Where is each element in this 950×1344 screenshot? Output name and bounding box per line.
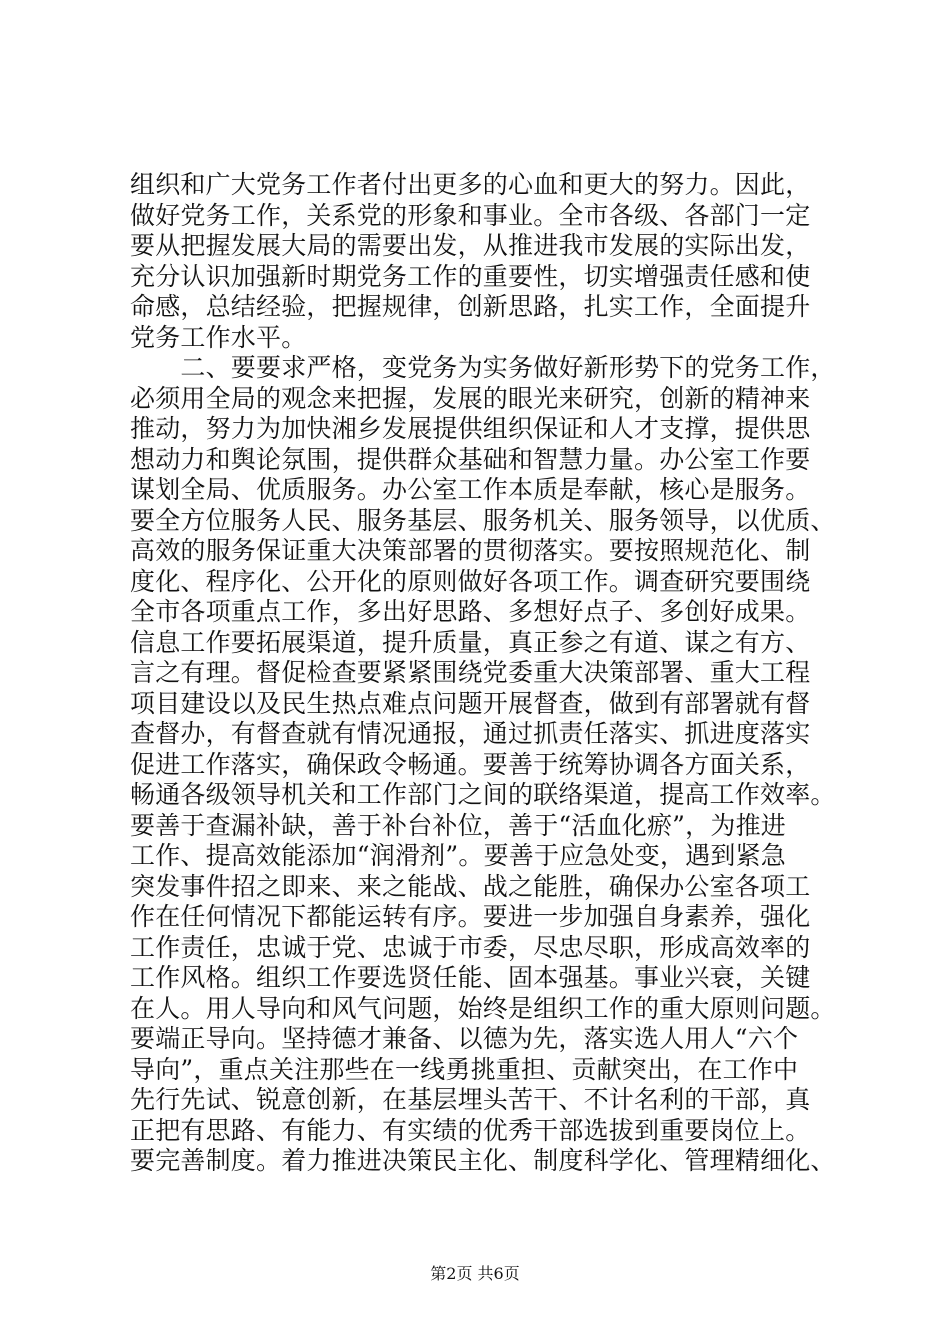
text-line: 畅通各级领导机关和工作部门之间的联络渠道，提高工作效率。 [130, 780, 836, 809]
text-line: 度化、程序化、公开化的原则做好各项工作。调查研究要围绕 [130, 566, 811, 596]
body-text [130, 170, 850, 1177]
text-line: 导向”，重点关注那些在一线勇挑重担、贡献突出，在工作中 [130, 1054, 799, 1084]
text-line: 要完善制度。着力推进决策民主化、制度科学化、管理精细化、 [130, 1146, 836, 1175]
text-line: 项目建设以及民生热点难点问题开展督查，做到有部署就有督 [130, 688, 811, 718]
text-line: 二、要要求严格，变党务为实务做好新形势下的党务工作， [130, 353, 836, 382]
text-line: 做好党务工作，关系党的形象和事业。全市各级、各部门一定 [130, 200, 811, 230]
page-number-label: 第2页 共6页 [430, 1264, 520, 1283]
text-line: 要全方位服务人民、服务基层、服务机关、服务领导，以优质、 [130, 505, 836, 535]
text-line: 在人。用人导向和风气问题，始终是组织工作的重大原则问题。 [130, 993, 836, 1023]
text-line: 查督办，有督查就有情况通报，通过抓责任落实、抓进度落实 [130, 719, 811, 748]
text-line: 工作、提高效能添加“润滑剂”。要善于应急处变，遇到紧急 [130, 841, 786, 870]
text-line: 要善于查漏补缺，善于补台补位，善于“活血化瘀”，为推进 [130, 810, 786, 840]
text-line: 必须用全局的观念来把握，发展的眼光来研究，创新的精神来 [130, 383, 811, 413]
text-line: 高效的服务保证重大决策部署的贯彻落实。要按照规范化、制 [130, 536, 811, 565]
text-line: 突发事件招之即来、来之能战、战之能胜，确保办公室各项工 [130, 871, 811, 901]
text-line: 要端正导向。坚持德才兼备、以德为先，落实选人用人“六个 [130, 1024, 799, 1053]
text-line: 工作风格。组织工作要选贤任能、固本强基。事业兴衰，关键 [130, 963, 811, 992]
text-line: 命感，总结经验，把握规律，创新思路，扎实工作，全面提升 [130, 292, 811, 321]
text-line: 促进工作落实，确保政令畅通。要善于统筹协调各方面关系， [130, 749, 811, 779]
text-line: 作在任何情况下都能运转有序。要进一步加强自身素养，强化 [130, 902, 811, 931]
text-line: 信息工作要拓展渠道，提升质量，真正参之有道、谋之有方、 [130, 627, 811, 657]
text-line: 先行先试、锐意创新，在基层埋头苦干、不计名利的干部，真 [130, 1085, 811, 1114]
text-line: 想动力和舆论氛围，提供群众基础和智慧力量。办公室工作要 [130, 444, 811, 474]
text-line: 全市各项重点工作，多出好思路、多想好点子、多创好成果。 [130, 597, 811, 626]
page-footer [0, 1264, 950, 1284]
text-line: 推动，努力为加快湘乡发展提供组织保证和人才支撑，提供思 [130, 414, 811, 443]
text-line: 工作责任，忠诚于党、忠诚于市委，尽忠尽职，形成高效率的 [130, 932, 811, 962]
text-line: 党务工作水平。 [130, 322, 307, 352]
text-line: 谋划全局、优质服务。办公室工作本质是奉献，核心是服务。 [130, 475, 811, 504]
text-line: 言之有理。督促检查要紧紧围绕党委重大决策部署、重大工程 [130, 658, 811, 687]
text-line: 组织和广大党务工作者付出更多的心血和更大的努力。因此， [130, 170, 811, 199]
text-line: 充分认识加强新时期党务工作的重要性，切实增强责任感和使 [130, 261, 811, 291]
text-line: 正把有思路、有能力、有实绩的优秀干部选拔到重要岗位上。 [130, 1115, 811, 1145]
text-line: 要从把握发展大局的需要出发，从推进我市发展的实际出发， [130, 231, 811, 260]
